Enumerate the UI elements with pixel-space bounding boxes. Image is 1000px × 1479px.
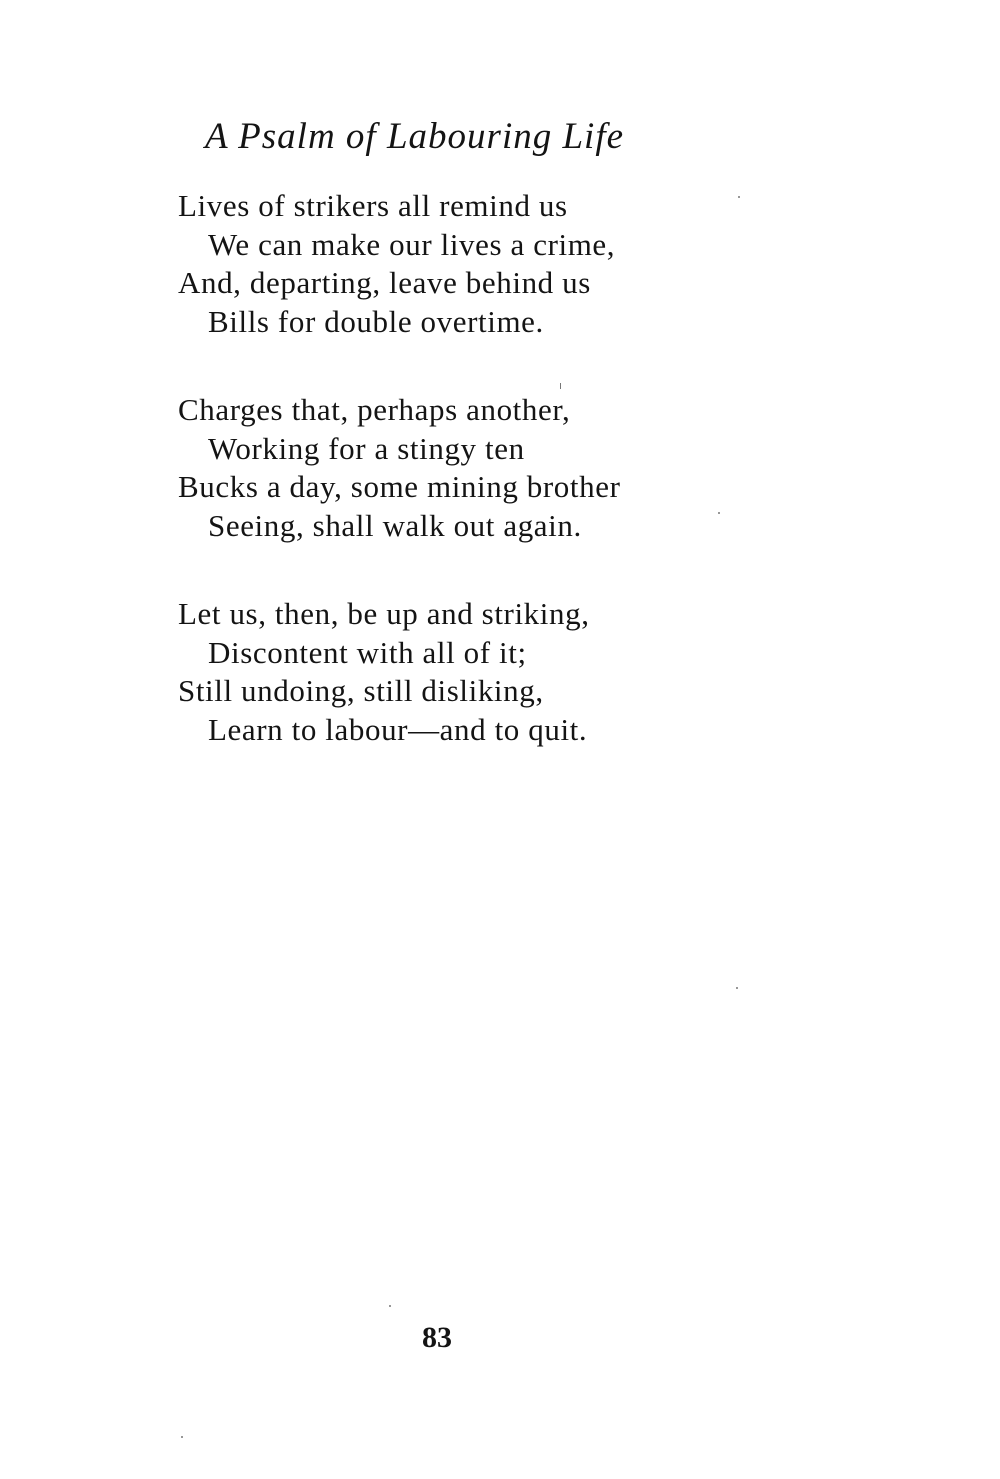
poem-line: Bucks a day, some mining brother xyxy=(178,469,621,504)
poem-title: A Psalm of Labouring Life xyxy=(205,116,625,157)
page-number: 83 xyxy=(422,1321,452,1354)
poem-stanza-2 xyxy=(178,391,621,545)
poem-line: Working for a stingy ten xyxy=(208,430,525,466)
poem-line: We can make our lives a crime, xyxy=(208,226,616,262)
scan-speck xyxy=(718,512,720,514)
poem-line: Charges that, perhaps another, xyxy=(178,392,571,427)
poem-line: Still undoing, still disliking, xyxy=(178,673,544,708)
poem-stanza-1 xyxy=(178,187,615,341)
scan-speck xyxy=(181,1436,183,1438)
poem-line: And, departing, leave behind us xyxy=(178,265,591,300)
poem-line: Let us, then, be up and striking, xyxy=(178,596,590,631)
poem-line: Discontent with all of it; xyxy=(208,634,527,670)
scan-speck xyxy=(738,196,740,198)
scan-speck xyxy=(389,1305,391,1307)
poem-line: Lives of strikers all remind us xyxy=(178,188,568,223)
poem-line: Bills for double overtime. xyxy=(208,303,544,339)
poem-line: Seeing, shall walk out again. xyxy=(208,507,582,543)
scan-speck xyxy=(560,383,561,389)
scan-speck xyxy=(736,987,738,989)
poem-stanza-3 xyxy=(178,595,590,749)
poem-line: Learn to labour—and to quit. xyxy=(208,711,588,747)
